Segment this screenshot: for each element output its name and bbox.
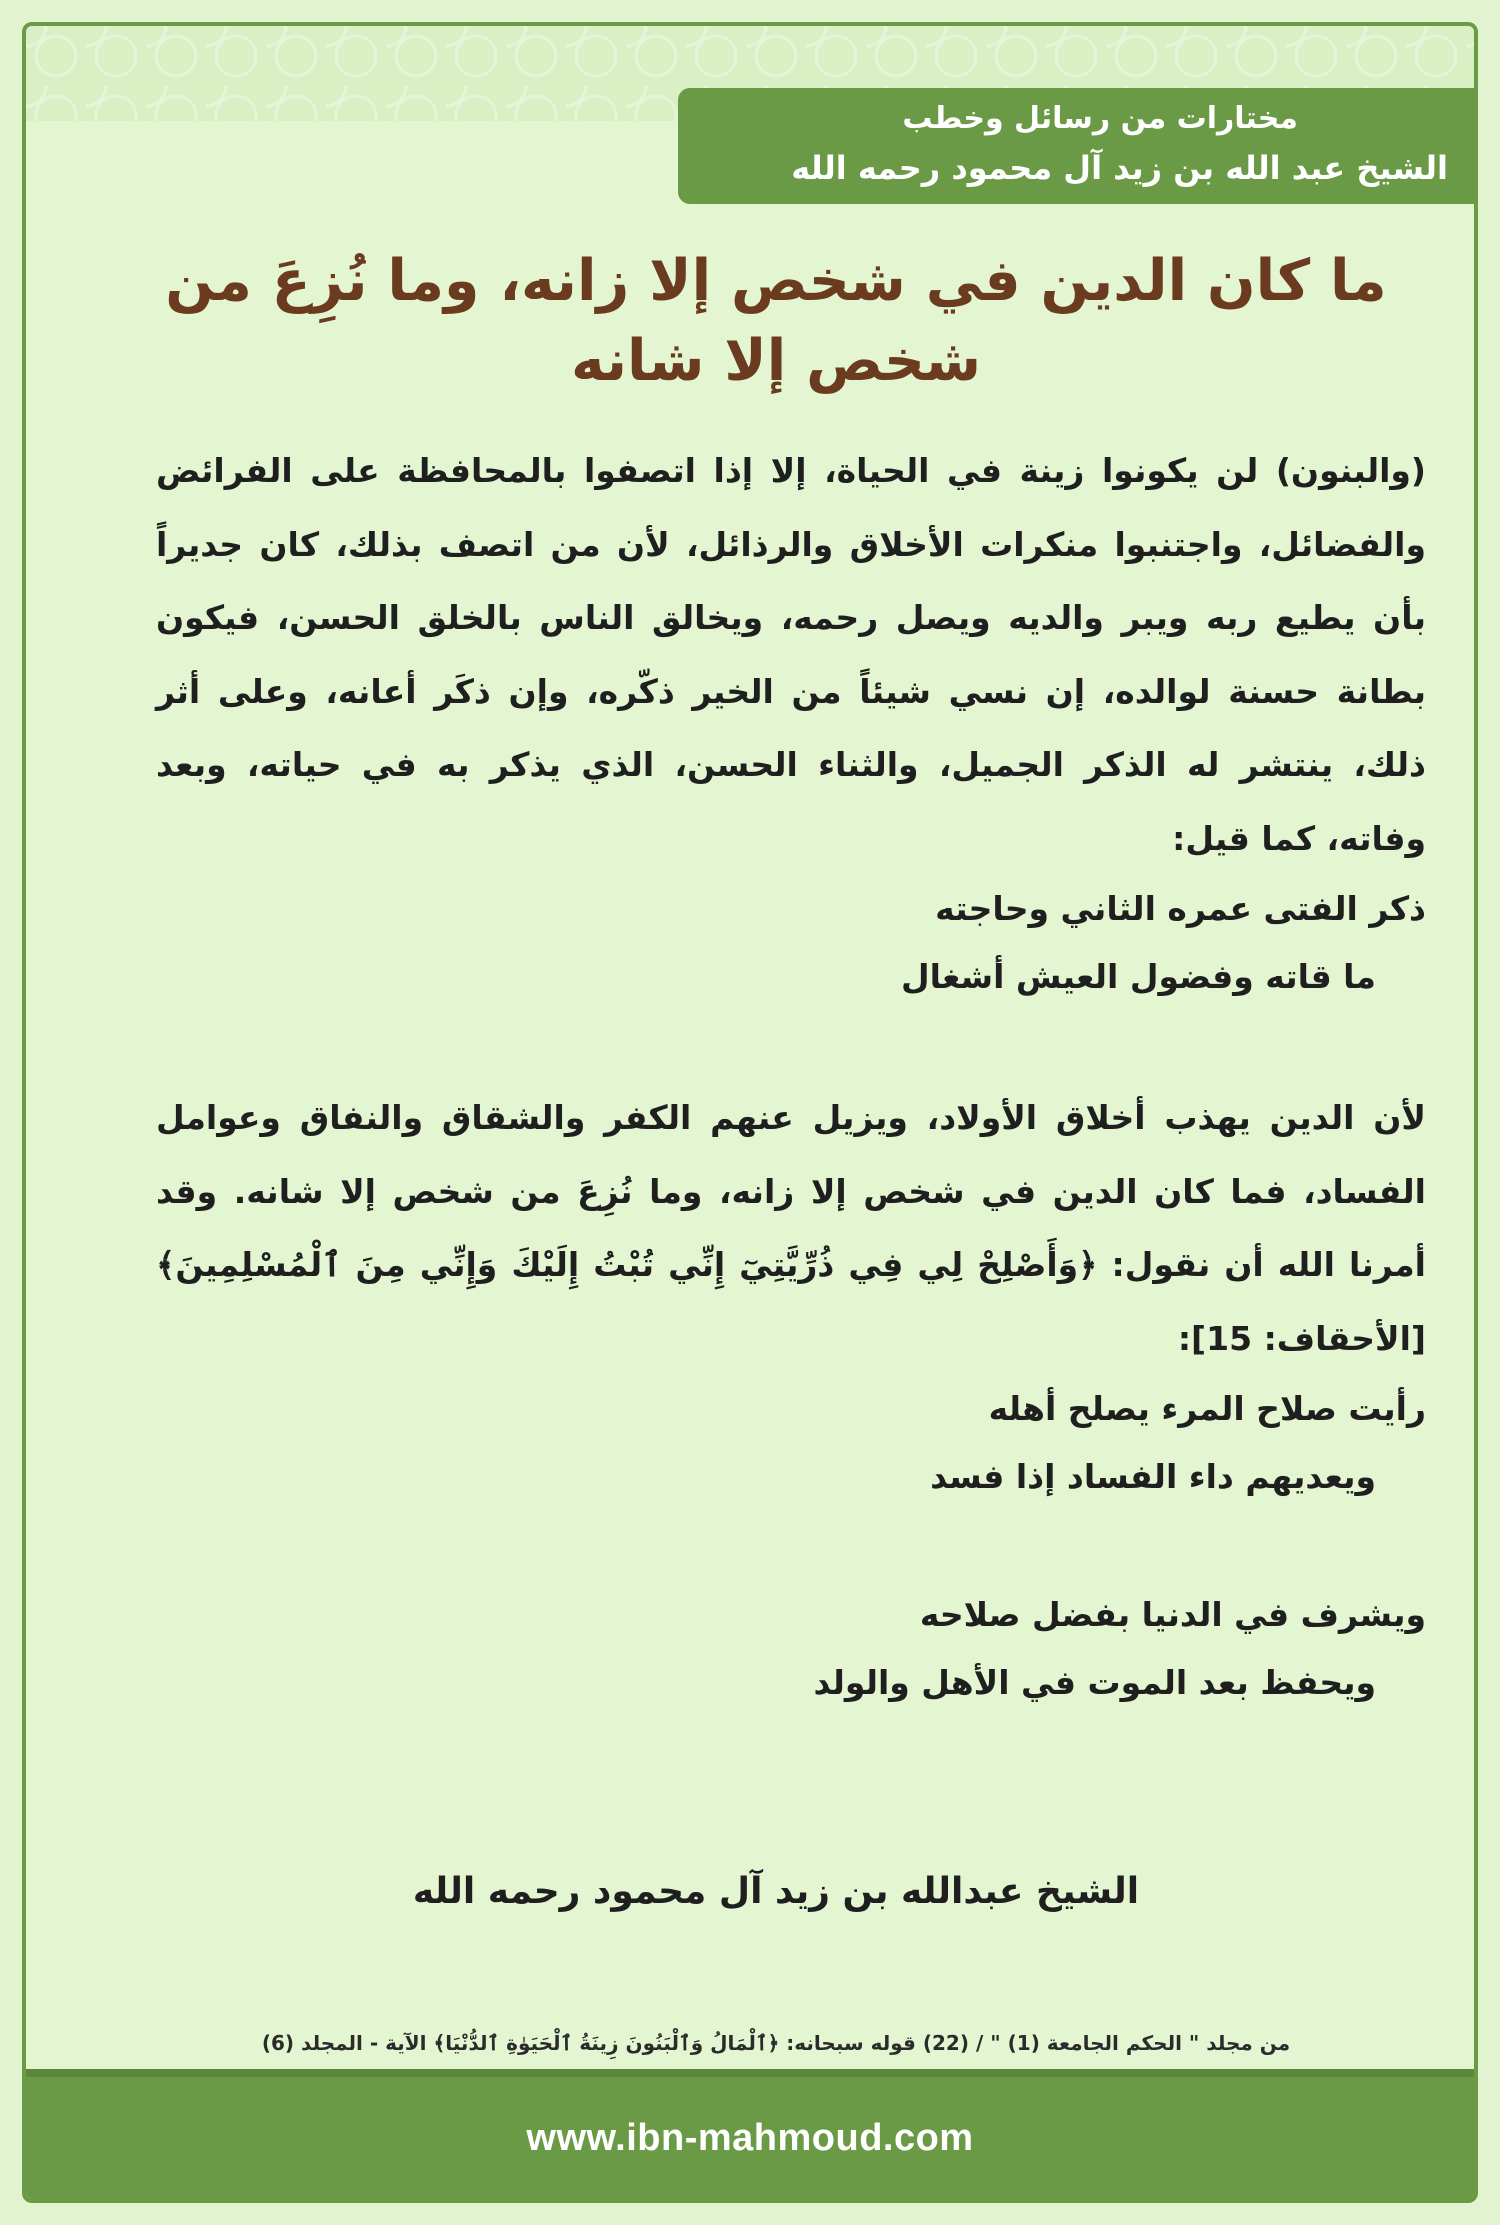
footer-bar <box>26 2069 1474 2199</box>
intro-paragraph: (والبنون) لن يكونوا زينة في الحياة، إلا إذا اتصفوا بالمحافظة على الفرائض والفضائل، واجتنبوا منكرات الأخلاق والرذائل، لأن من اتصف بذلك، كان جديراً بأن يطيع ربه ويبر والديه ويصل رحمه، ويخالق الناس بالخلق الحسن، فيكون بطانة حسنة لوالده، إن نسي شيئاً من الخير ذكّره، وإن ذكَر أعانه، وعلى أثر ذلك، ينتشر له الذكر الجميل، والثناء الحسن، الذي يذكر به في حياته، وبعد وفاته، كما قيل: <box>156 451 1426 858</box>
author-signature: الشيخ عبدالله بن زيد آل محمود رحمه الله <box>412 1871 1140 1912</box>
poem-verse-2 <box>156 1375 1426 1511</box>
second-paragraph <box>156 1081 1426 1375</box>
quran-reference: [الأحقاف: 15]: <box>1177 1318 1426 1358</box>
poem-verse-1-line-2: ما قاته وفضول العيش أشغال <box>900 957 1376 996</box>
article-title: ما كان الدين في شخص إلا زانه، وما نُزِعَ من شخص إلا شانه <box>165 248 1387 394</box>
website-link[interactable]: www.ibn-mahmoud.com <box>526 2116 974 2159</box>
poem-verse-2-line-2: ويعديهم داء الفساد إذا فسد <box>930 1457 1376 1496</box>
poem-verse-2-line-1: رأيت صلاح المرء يصلح أهله <box>988 1389 1426 1428</box>
page-frame <box>22 22 1478 2203</box>
poem-verse-1-line-1: ذكر الفتى عمره الثاني وحاجته <box>935 889 1426 928</box>
quran-verse: ﴿وَأَصْلِحْ لِي فِي ذُرِّيَّتِيٓ إِنِّي تُبْتُ إِلَيْكَ وَإِنِّي مِنَ ٱلْمُسْلِمِينَ﴾ <box>156 1245 1098 1284</box>
header-banner <box>678 88 1478 204</box>
poem-verse-3 <box>156 1581 1426 1717</box>
header-author: الشيخ عبد الله بن زيد آل محمود رحمه الله <box>791 149 1448 187</box>
poem-verse-3-line-1: ويشرف في الدنيا بفضل صلاحه <box>919 1595 1426 1634</box>
article-body <box>156 434 1426 1717</box>
poem-verse-1 <box>156 875 1426 1011</box>
source-footnote: من مجلد " الحكم الجامعة (1) " / (22) قوله سبحانه: ﴿ٱلْمَالُ وَٱلْبَنُونَ زِينَةُ ٱلْحَيَوٰةِ ٱلدُّنْيَا﴾ الآية - المجلد (6) <box>261 2031 1291 2055</box>
poem-verse-3-line-2: ويحفظ بعد الموت في الأهل والولد <box>813 1663 1376 1702</box>
spacer <box>156 1011 1426 1081</box>
header-series-title: مختارات من رسائل وخطب <box>902 101 1298 136</box>
second-paragraph-text: لأن الدين يهذب أخلاق الأولاد، ويزيل عنهم الكفر والشقاق والنفاق وعوامل الفساد، فما كان الدين في شخص إلا زانه، وما نُزِعَ من شخص إلا شانه. وقد أمرنا الله أن نقول: <box>156 1098 1426 1284</box>
spacer <box>156 1511 1426 1581</box>
